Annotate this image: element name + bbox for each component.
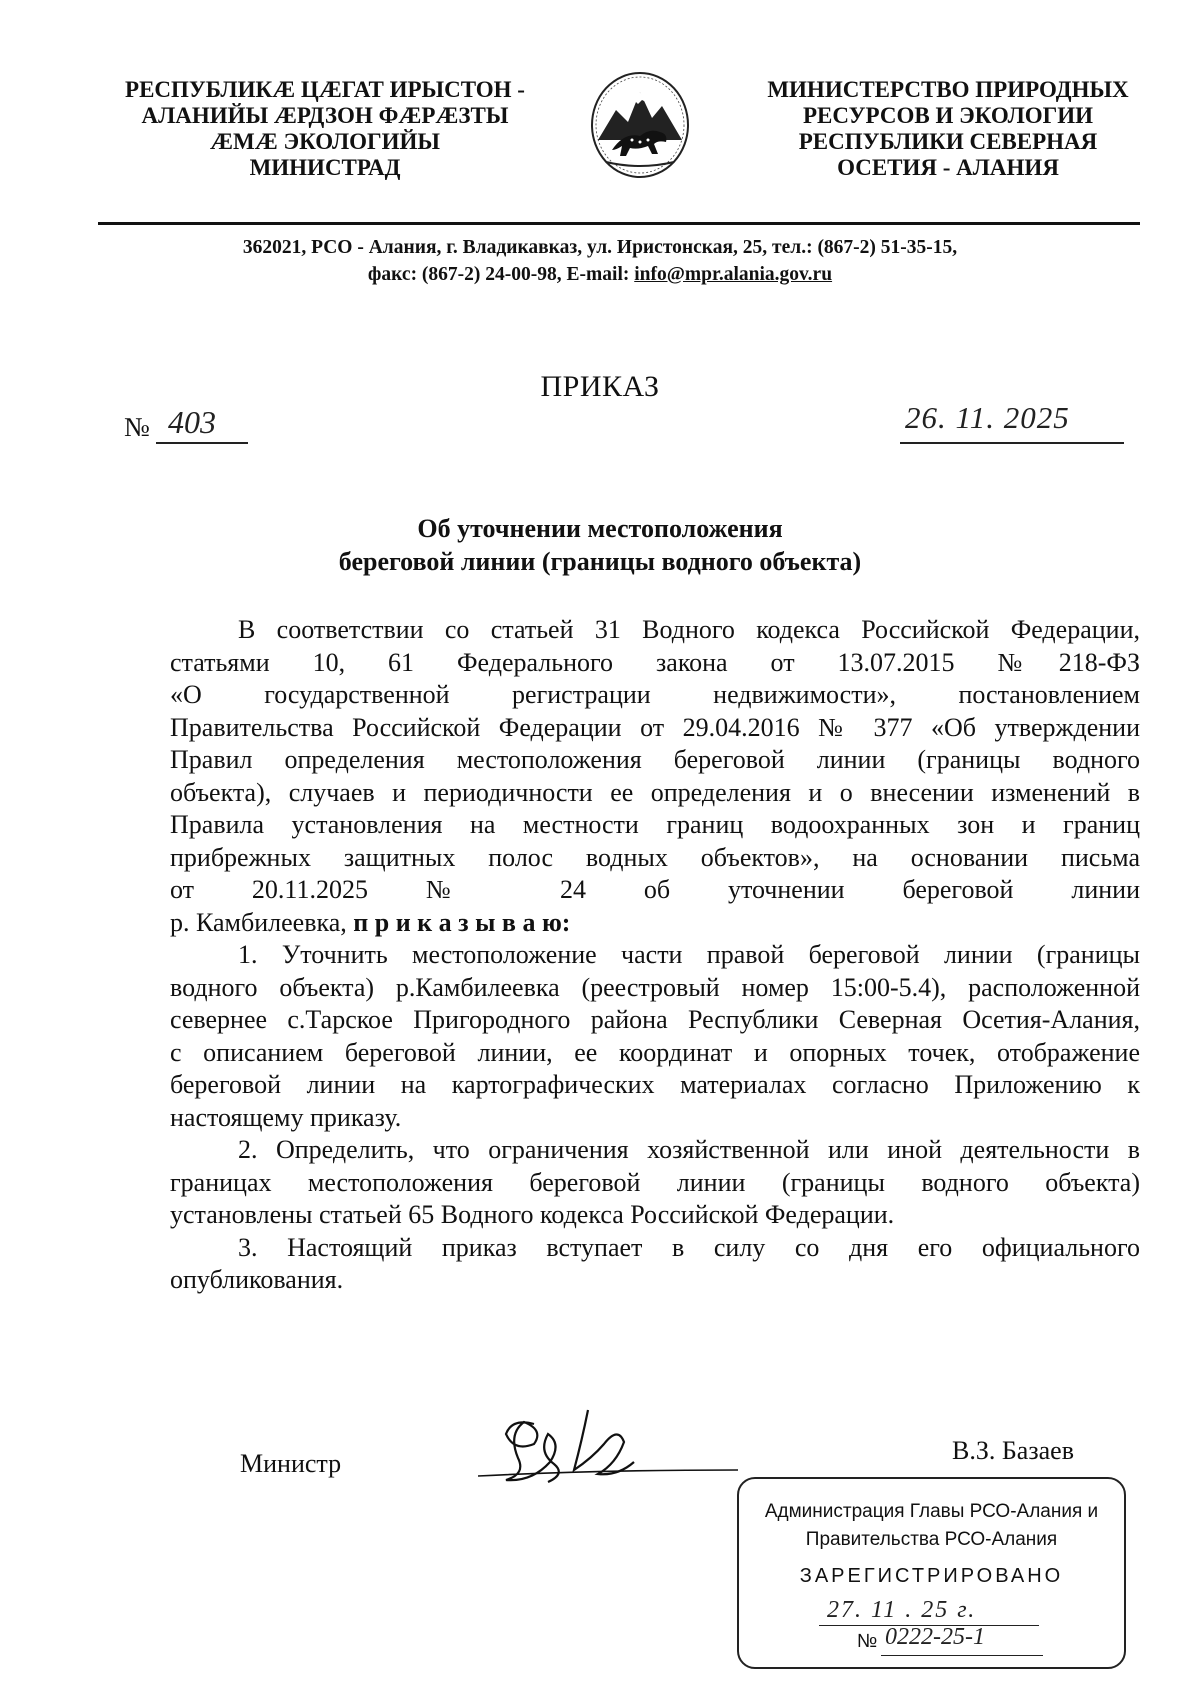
header-divider [98,222,1140,225]
order-date-handwritten: 26. 11. 2025 [905,400,1070,435]
header-left-line: РЕСПУБЛИКÆ ЦÆГАТ ИРЫСТОН - [125,77,525,102]
item3-line: опубликования. [170,1265,344,1294]
order-body [170,614,1140,1297]
header-left-line: ÆМÆ ЭКОЛОГИЙЫ [210,129,440,154]
body-line: объекта), случаев и периодичности ее определения и о внесении изменений в [170,777,1140,807]
header-right-line: РЕСПУБЛИКИ СЕВЕРНАЯ [798,129,1098,154]
body-line: «О государственной регистрации недвижимости», постановлением [170,680,1140,709]
item2-line: 2. Определить, что ограничения хозяйственной или иной деятельности в [238,1135,1140,1164]
item1-line: 1. Уточнить местоположение части правой береговой линии (границы [238,940,1140,969]
address-block [150,234,1050,288]
fax-text: факс: (867-2) 24-00-98, E-mail: [367,264,635,285]
body-line: от 20.11.2025 № 24 об уточнении береговой линии [170,875,1140,904]
header-right-block [738,77,1158,181]
item3-line: 3. Настоящий приказ вступает в силу со дня его официального [238,1232,1140,1262]
coat-of-arms-leopard-icon [588,70,692,180]
stamp-line: Правительства РСО-Алания [805,1529,1058,1550]
item1-line: водного объекта) р.Камбилеевка (реестровый номер 15:00-5.4), расположенной [170,972,1140,1002]
body-line: Правил определения местоположения береговой линии (границы водного [170,745,1140,774]
order-title: ПРИКАЗ [540,370,660,403]
order-date-underline [900,442,1124,444]
body-line: Правила установления на местности границ водоохранных зон и границ [170,810,1140,839]
header-left-block [110,77,540,181]
body-line [170,907,1140,940]
header-left-line: МИНИСТРАД [249,155,401,180]
body-line: прибрежных защитных полос водных объектов», на основании письма [170,842,1140,872]
body-line: статьями 10, 61 Федерального закона от 13.07.2015 №218-ФЗ [170,647,1140,677]
subject-line: Об уточнении местоположения [417,514,783,543]
stamp-number-underline [881,1655,1043,1656]
stamp-status: ЗАРЕГИСТРИРОВАНО [799,1565,1064,1587]
item2-line: границах местоположения береговой линии (границы водного объекта) [170,1167,1140,1197]
header-right-line: МИНИСТЕРСТВО ПРИРОДНЫХ [767,77,1129,102]
email-link[interactable]: info@mpr.alania.gov.ru [634,264,833,285]
body-line: Правительства Российской Федерации от 29.04.2016 № 377 «Об утверждении [170,712,1140,742]
header-right-line: РЕСУРСОВ И ЭКОЛОГИИ [802,103,1094,128]
order-number-label: № [124,412,150,442]
stamp-line: Администрация Главы РСО-Алания и [764,1501,1099,1522]
item1-line: береговой линии на картографических материалах согласно Приложению к [170,1070,1140,1099]
stamp-date-handwritten: 27. 11 . 25 г. [827,1597,977,1623]
header-right-line: ОСЕТИЯ - АЛАНИЯ [837,155,1059,180]
stamp-number-handwritten: 0222-25-1 [885,1624,985,1650]
address-line: 362021, РСО - Алания, г. Владикавказ, ул. Иристонская, 25, тел.: (867-2) 51-35-15, [242,237,958,258]
stamp-number-label: № [857,1631,878,1652]
registration-stamp [737,1477,1126,1669]
order-number-handwritten: 403 [168,404,216,440]
header-left-line: АЛАНИЙЫ ÆРДЗОН ФÆРÆЗТЫ [141,103,509,128]
address-line [150,261,1050,288]
river-name-text: р. Камбилеевка, [170,907,354,937]
item2-line: установлены статьей 65 Водного кодекса Российской Федерации. [170,1200,895,1229]
subject-line: береговой линии (границы водного объекта) [338,547,862,576]
signer-name: В.З. Базаев [952,1436,1074,1465]
signature-handwritten [478,1400,758,1490]
order-number-underline [156,442,248,444]
order-directive: п р и к а з ы в а ю: [353,907,571,937]
subject-block [300,512,900,578]
item1-line: с описанием береговой линии, ее координат и опорных точек, отображение [170,1037,1140,1067]
item1-line: настоящему приказу. [170,1102,402,1132]
item1-line: севернее с.Тарское Пригородного района Республики Северная Осетия-Алания, [170,1005,1140,1034]
signer-position: Министр [240,1449,342,1478]
body-line: В соответствии со статьей 31 Водного кодекса Российской Федерации, [238,615,1140,644]
